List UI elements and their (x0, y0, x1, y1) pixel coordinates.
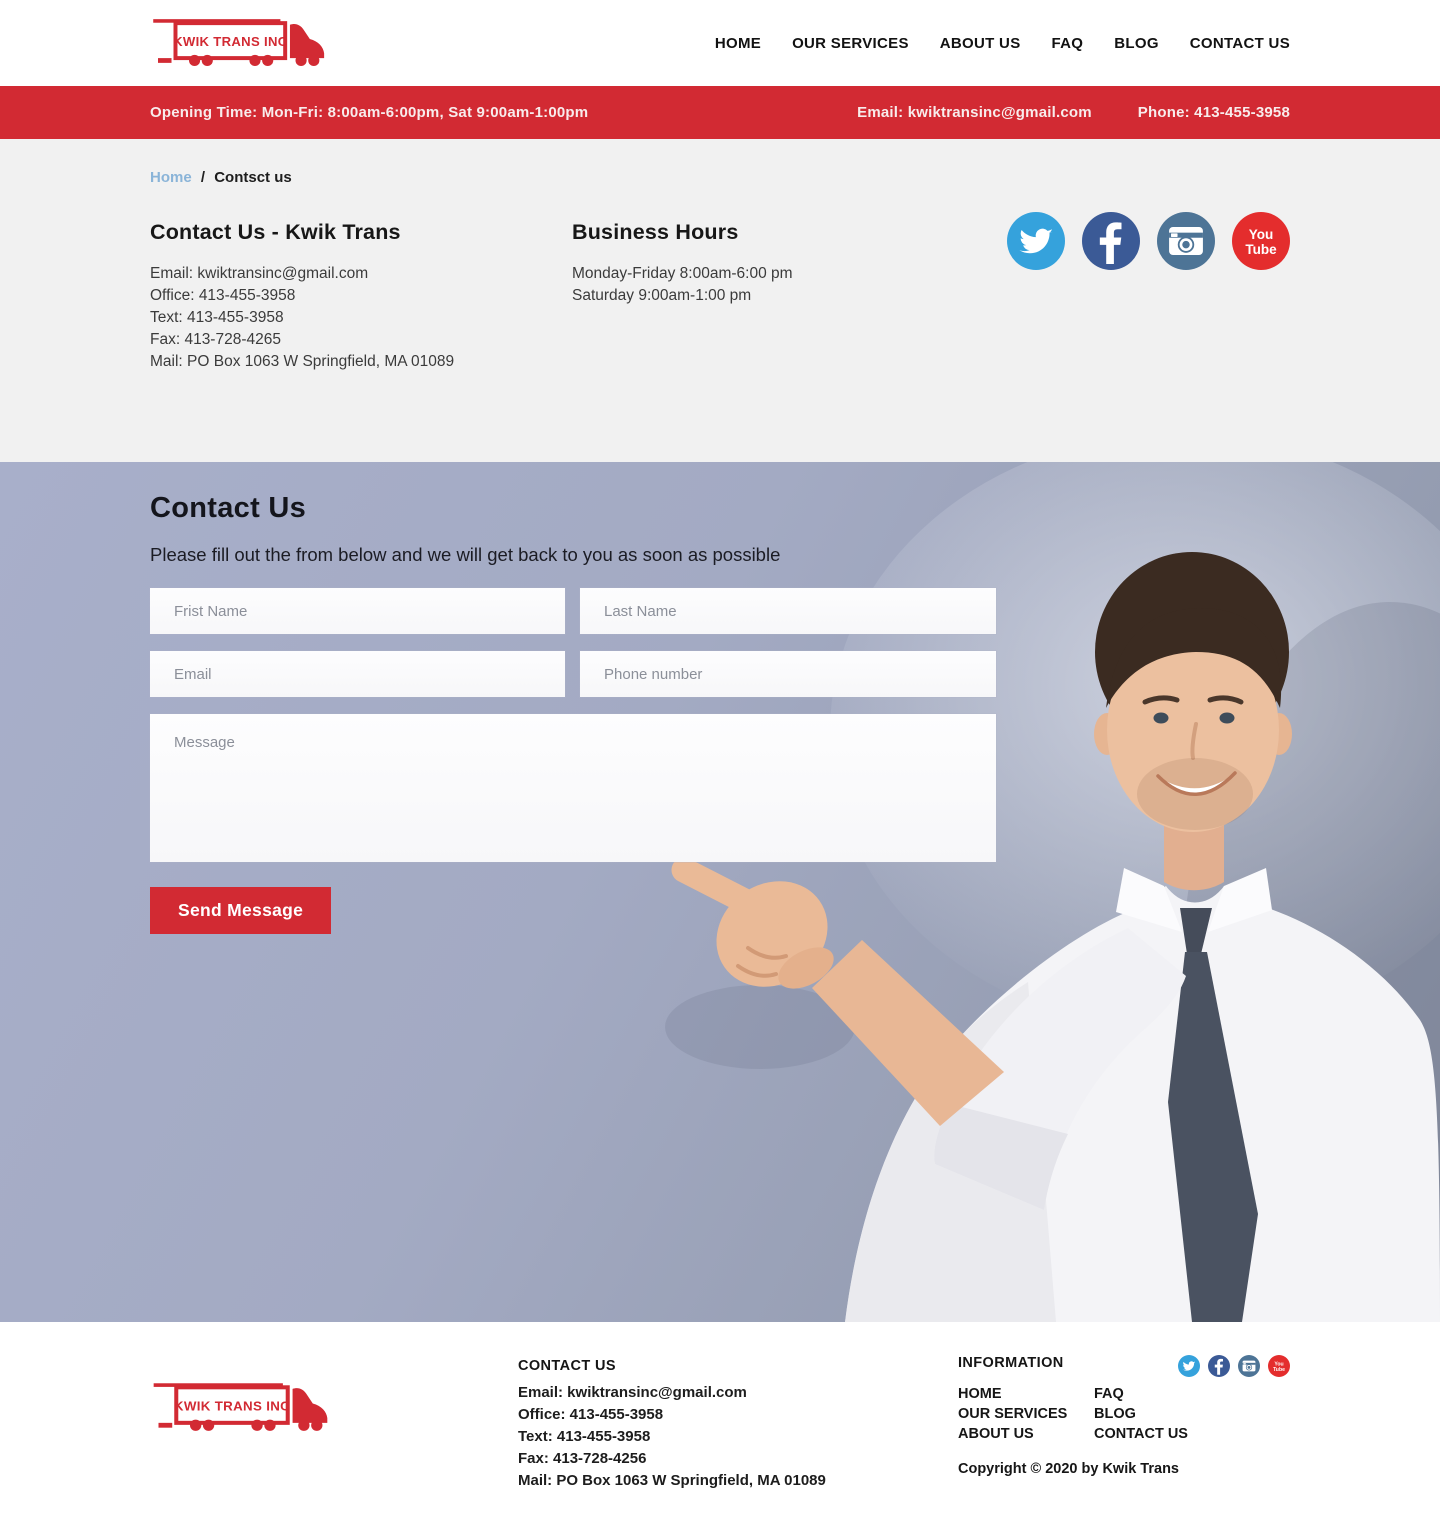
footer-information-block (958, 1350, 1290, 1525)
footer-social-links (1178, 1355, 1290, 1377)
footer-link[interactable]: ABOUT US (958, 1426, 1034, 1442)
footer-contact-line: Email: kwiktransinc@gmail.com (518, 1384, 747, 1401)
contact-details-block (150, 220, 572, 373)
business-hours-title: Business Hours (572, 220, 739, 244)
phone-input[interactable] (580, 651, 996, 697)
contact-form-section (0, 462, 1440, 1322)
nav-item[interactable]: CONTACT US (1189, 34, 1290, 52)
svg-text:Tube: Tube (1273, 1366, 1285, 1373)
contact-detail-line: Fax: 413-728-4265 (150, 331, 281, 348)
business-hours-line: Monday-Friday 8:00am-6:00 pm (572, 265, 793, 282)
footer-contact-line: Office: 413-455-3958 (518, 1406, 664, 1423)
footer-facebook-icon[interactable] (1208, 1355, 1230, 1377)
footer-contact-line: Fax: 413-728-4256 (518, 1450, 647, 1467)
breadcrumb (150, 169, 1290, 186)
footer-link[interactable]: BLOG (1094, 1406, 1136, 1422)
contact-form (150, 588, 996, 934)
opening-time-text: Opening Time: Mon-Fri: 8:00am-6:00pm, Sat 9:00am-1:00pm (150, 104, 589, 121)
svg-text:Tube: Tube (1245, 242, 1277, 258)
footer-contact-block (518, 1350, 826, 1525)
svg-text:KWIK TRANS INC: KWIK TRANS INC (173, 33, 288, 49)
svg-text:You: You (1248, 227, 1274, 243)
first-name-input[interactable] (150, 588, 565, 634)
contact-detail-line: Mail: PO Box 1063 W Springfield, MA 01089 (150, 353, 455, 370)
footer-instagram-icon[interactable] (1238, 1355, 1260, 1377)
footer-twitter-icon[interactable] (1178, 1355, 1200, 1377)
footer-brand-logo[interactable] (150, 1376, 518, 1439)
footer-contact-title: CONTACT US (518, 1358, 616, 1374)
topbar-email: Email: kwiktransinc@gmail.com (857, 104, 1092, 121)
footer-link[interactable]: HOME (958, 1386, 1002, 1402)
breadcrumb-current: Contsct us (214, 169, 292, 186)
contact-details-title: Contact Us - Kwik Trans (150, 220, 401, 244)
site-header (0, 0, 1440, 86)
nav-item[interactable]: FAQ (1051, 34, 1084, 52)
youtube-icon[interactable] (1232, 212, 1290, 270)
footer-links-column-1 (958, 1384, 1094, 1444)
footer-youtube-icon[interactable] (1268, 1355, 1290, 1377)
main-nav (715, 35, 1290, 52)
contact-detail-line: Text: 413-455-3958 (150, 309, 284, 326)
email-input[interactable] (150, 651, 565, 697)
nav-item[interactable]: HOME (714, 34, 762, 52)
truck-logo-icon (150, 12, 352, 74)
business-hours-line: Saturday 9:00am-1:00 pm (572, 287, 752, 304)
nav-item[interactable]: OUR SERVICES (792, 34, 909, 52)
form-subtitle: Please fill out the from below and we will get back to you as soon as possible (150, 544, 781, 565)
nav-item[interactable]: BLOG (1114, 34, 1159, 52)
footer-link[interactable]: OUR SERVICES (958, 1406, 1068, 1422)
form-title: Contact Us (150, 492, 307, 524)
footer-link[interactable]: FAQ (1094, 1386, 1124, 1402)
contact-detail-line: Email: kwiktransinc@gmail.com (150, 265, 369, 282)
facebook-icon[interactable] (1082, 212, 1140, 270)
topbar-phone: Phone: 413-455-3958 (1137, 104, 1290, 121)
twitter-icon[interactable] (1007, 212, 1065, 270)
last-name-input[interactable] (580, 588, 996, 634)
breadcrumb-separator: / (200, 169, 206, 186)
contact-info-section (0, 139, 1440, 462)
brand-logo[interactable] (150, 12, 352, 74)
top-info-bar (0, 86, 1440, 139)
footer-link[interactable]: CONTACT US (1094, 1426, 1188, 1442)
site-footer (0, 1322, 1440, 1525)
copyright-text: Copyright © 2020 by Kwik Trans (958, 1461, 1179, 1477)
svg-text:You: You (1274, 1361, 1284, 1368)
social-links (1007, 212, 1290, 373)
business-hours-block (572, 220, 1007, 373)
footer-contact-line: Mail: PO Box 1063 W Springfield, MA 01089 (518, 1472, 826, 1489)
footer-links-column-2 (1094, 1384, 1188, 1444)
instagram-icon[interactable] (1157, 212, 1215, 270)
footer-contact-line: Text: 413-455-3958 (518, 1428, 651, 1445)
send-message-button[interactable]: Send Message (150, 887, 331, 934)
contact-detail-line: Office: 413-455-3958 (150, 287, 296, 304)
footer-truck-logo-icon (150, 1376, 356, 1439)
breadcrumb-home-link[interactable]: Home (150, 169, 192, 186)
message-textarea[interactable] (150, 714, 996, 862)
nav-item[interactable]: ABOUT US (939, 34, 1021, 52)
svg-text:KWIK TRANS INC: KWIK TRANS INC (173, 1398, 291, 1414)
footer-information-title: INFORMATION (958, 1355, 1064, 1371)
